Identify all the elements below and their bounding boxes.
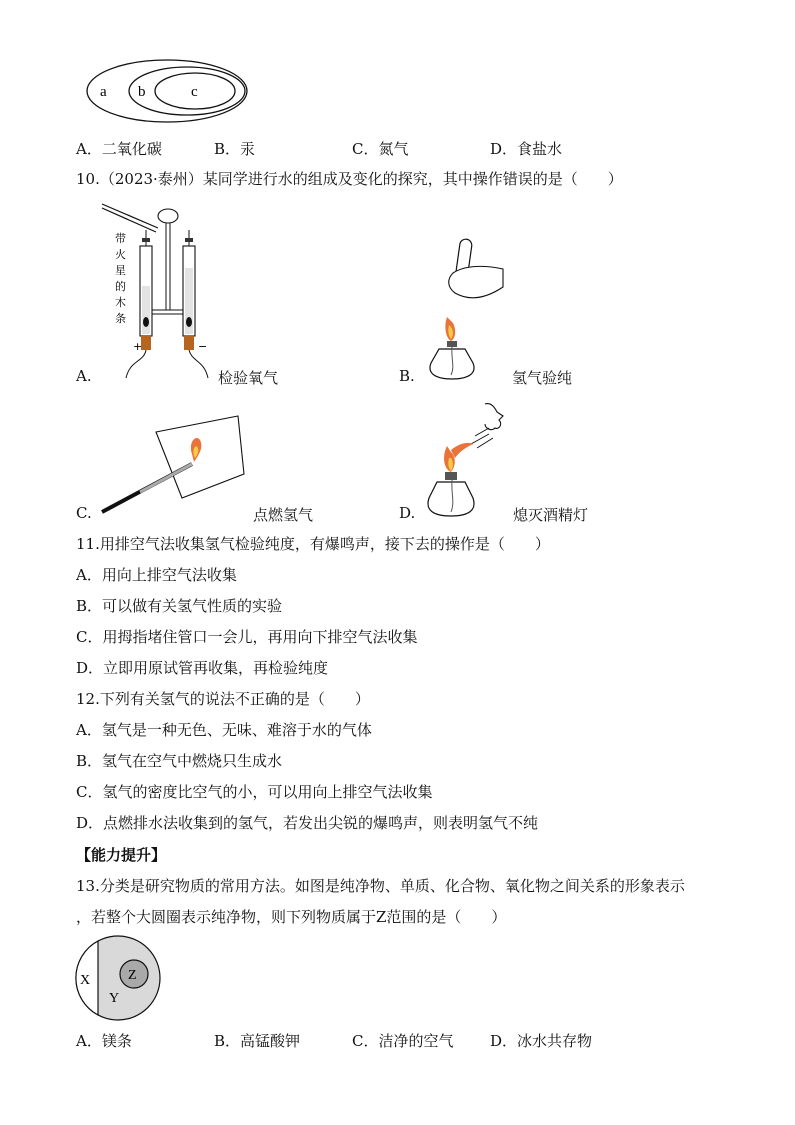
venn-diagram	[85, 58, 255, 128]
svg-text:的: 的	[115, 280, 126, 293]
svg-text:−: −	[198, 340, 208, 353]
q10-option-a-caption: 检验氧气	[218, 369, 279, 387]
classification-circle-diagram	[74, 934, 166, 1026]
diagram-label-y: Y	[109, 991, 120, 1006]
q11-option-a: A．用向上排空气法收集	[76, 566, 237, 584]
q12-option-b: B．氢气在空气中燃烧只生成水	[76, 752, 283, 770]
svg-text:条: 条	[115, 312, 126, 325]
electrolysis-apparatus-figure	[100, 198, 230, 383]
q9-option-c: C．氮气	[352, 140, 409, 158]
venn-label-b: b	[138, 84, 146, 100]
q12-option-c: C．氢气的密度比空气的小，可以用向上排空气法收集	[76, 783, 433, 801]
q11-option-d: D．立即用原试管再收集，再检验纯度	[76, 659, 329, 677]
q11-stem: 11.用排空气法收集氢气检验纯度，有爆鸣声，接下去的操作是（ ）	[76, 535, 550, 553]
svg-text:火: 火	[115, 248, 126, 261]
q10-option-b-caption: 氢气验纯	[512, 369, 573, 387]
ignite-hydrogen-figure	[100, 408, 250, 518]
q13-stem-line1: 13.分类是研究物质的常用方法。如图是纯净物、单质、化合物、氧化物之间关系的形象表示	[76, 877, 685, 895]
q13-stem-line2: ，若整个大圆圈表示纯净物，则下列物质属于Z范围的是（ ）	[76, 908, 507, 926]
q12-option-d: D．点燃排水法收集到的氢气，若发出尖锐的爆鸣声，则表明氢气不纯	[76, 814, 539, 832]
q12-option-a: A．氢气是一种无色、无味、难溶于水的气体	[76, 721, 372, 739]
q10-option-d-caption: 熄灭酒精灯	[513, 506, 589, 524]
venn-label-c: c	[191, 84, 198, 100]
q10-option-c-caption: 点燃氢气	[253, 506, 314, 524]
venn-label-a: a	[100, 84, 107, 100]
ellipse-b	[129, 67, 245, 115]
q9-option-b: B．汞	[214, 140, 256, 158]
diagram-label-x: X	[80, 973, 91, 988]
q10-option-d-letter: D.	[399, 504, 416, 522]
q9-option-d: D．食盐水	[490, 140, 563, 158]
section-title: 【能力提升】	[76, 846, 167, 864]
q12-stem: 12.下列有关氢气的说法不正确的是（ ）	[76, 690, 370, 708]
q13-option-d: D．冰水共存物	[490, 1032, 593, 1050]
svg-text:+: +	[133, 340, 143, 353]
q11-option-c: C．用拇指堵住管口一会儿，再用向下排空气法收集	[76, 628, 418, 646]
q9-option-a: A．二氧化碳	[76, 140, 162, 158]
q13-option-c: C．洁净的空气	[352, 1032, 454, 1050]
svg-text:木: 木	[115, 296, 126, 309]
diagram-label-z: Z	[128, 968, 137, 983]
svg-text:星: 星	[115, 264, 126, 277]
q10-option-c-letter: C.	[76, 504, 92, 522]
ellipse-a	[87, 60, 247, 122]
splint-label	[115, 231, 126, 325]
q11-option-b: B．可以做有关氢气性质的实验	[76, 597, 283, 615]
q13-option-a: A．镁条	[76, 1032, 132, 1050]
q13-option-b: B．高锰酸钾	[214, 1032, 301, 1050]
q10-stem: 10.（2023·泰州）某同学进行水的组成及变化的探究，其中操作错误的是（ ）	[76, 170, 623, 188]
q10-option-a-letter: A.	[76, 367, 92, 385]
q10-option-b-letter: B.	[399, 367, 415, 385]
svg-text:带: 带	[115, 232, 126, 245]
hydrogen-purity-test-figure	[425, 235, 515, 385]
